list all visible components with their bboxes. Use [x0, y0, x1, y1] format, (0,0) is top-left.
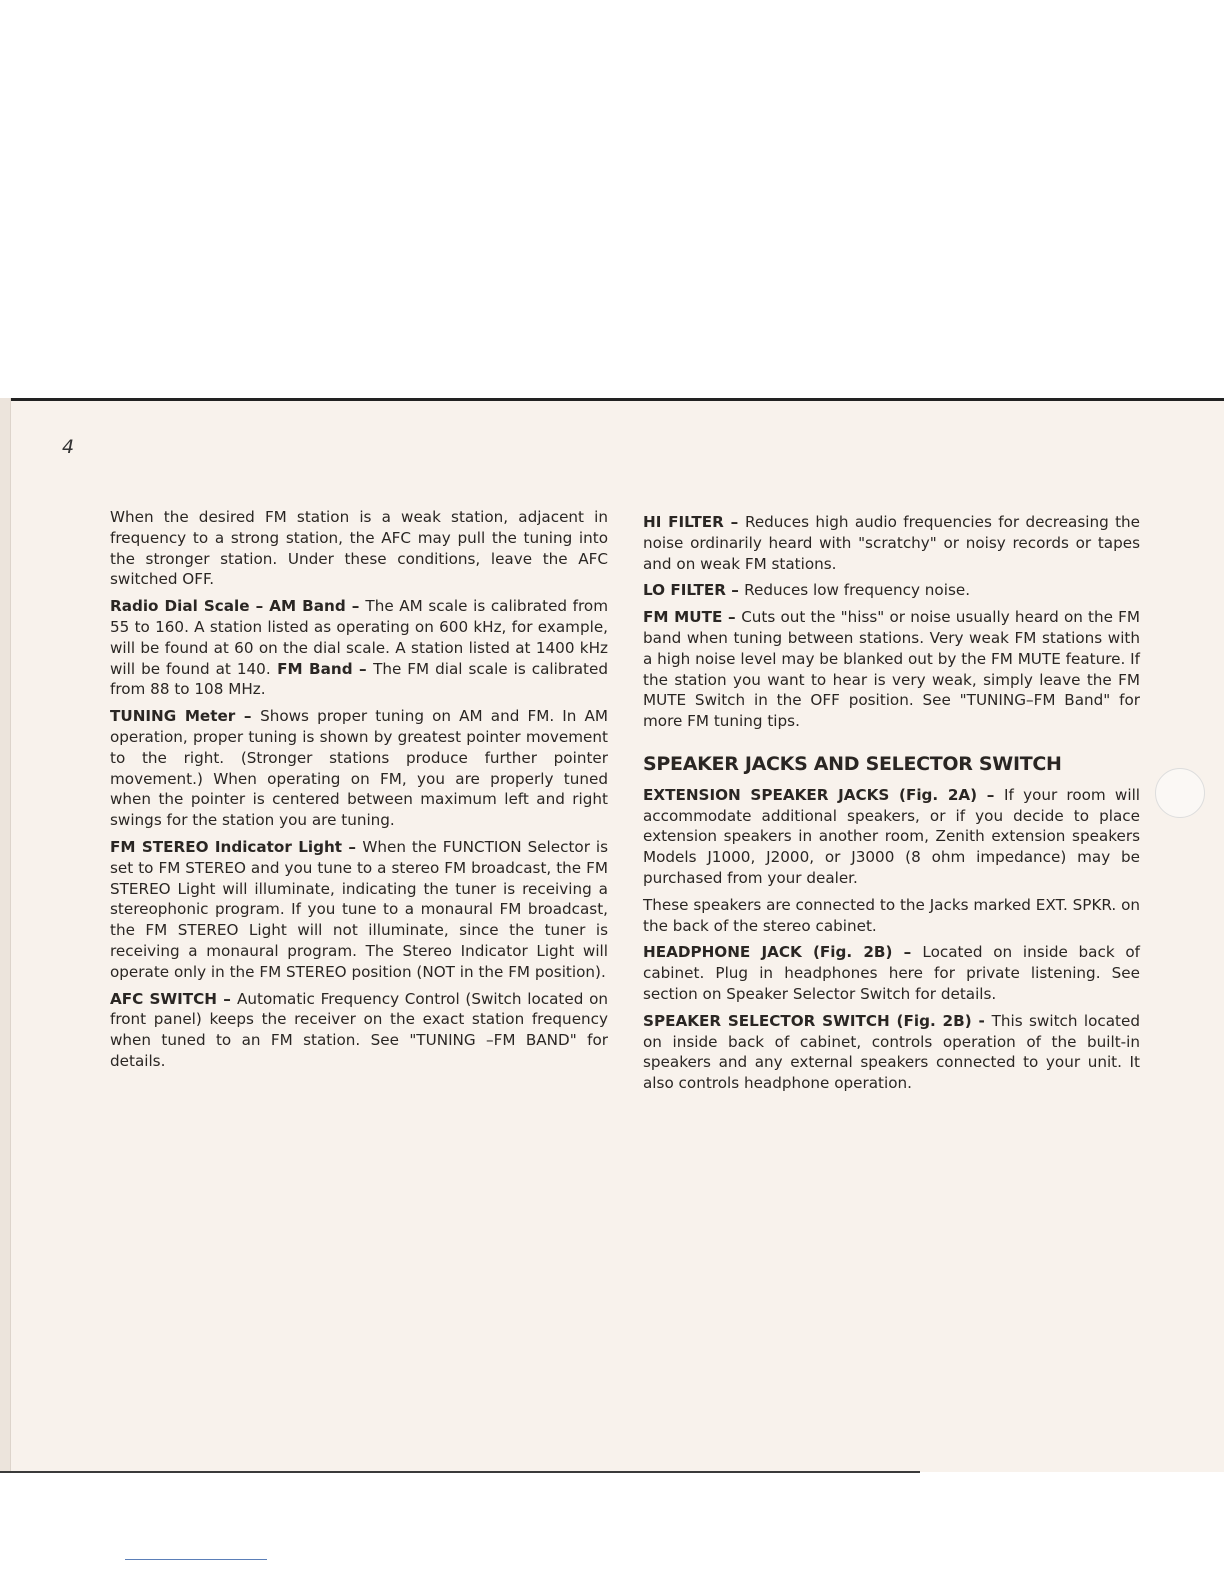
paragraph [110, 507, 608, 590]
paragraph-text: Cuts out the "hiss" or noise usually heard on the FM band when tuning between stations. Very weak FM stations with a high noise level may be blanked out by the FM MUTE feature. If the station you want to hear is very weak, simply leave the FM MUTE Switch in the OFF position. See "TUNING–FM Band" for more FM tuning tips. [643, 608, 1141, 731]
term: FM STEREO Indicator Light – [110, 837, 363, 856]
term: EXTENSION SPEAKER JACKS (Fig. 2A) – [643, 785, 1005, 804]
paragraph-text: When the desired FM station is a weak station, adjacent in frequency to a strong station, the AFC may pull the tuning into the stronger station. Under these conditions, leave the AFC switched OFF. [110, 508, 608, 589]
term: SPEAKER SELECTOR SWITCH (Fig. 2B) - [643, 1011, 992, 1030]
paragraph-text: Reduces low frequency noise. [744, 581, 971, 600]
paragraph [110, 706, 608, 831]
paragraph-text: This switch located on inside back of cabinet, controls operation of the built-in speakers and any external speakers connected to your unit. It also controls headphone operation. [643, 1011, 1140, 1093]
top-rule [0, 398, 1224, 401]
paragraph-text: If your room will accommodate additional speakers, or if you decide to place extension speakers in another room, Zenith extension speakers Models J1000, J2000, or J3000 (8 ohm impedance) may be purchased from your dealer. [643, 785, 1141, 887]
paragraph [110, 989, 608, 1072]
term: Radio Dial Scale – AM Band – [110, 597, 366, 616]
term: LO FILTER – [643, 581, 745, 600]
paragraph-text: Located on inside back of cabinet. Plug in headphones here for private listening. See section on Speaker Selector Switch for details. [643, 943, 1140, 1003]
bottom-rule [0, 1471, 920, 1473]
paragraph-text: These speakers are connected to the Jacks marked EXT. SPKR. on the back of the stereo cabinet. [643, 895, 1140, 935]
paragraph [110, 596, 608, 700]
binding-edge [0, 398, 11, 1472]
paragraph [643, 1011, 1140, 1094]
section-heading: SPEAKER JACKS AND SELECTOR SWITCH [643, 752, 1062, 775]
paragraph-text: Reduces high audio frequencies for decreasing the noise ordinarily heard with "scratchy" or noisy records or tapes and on weak FM stations. [643, 513, 1140, 573]
paragraph [110, 837, 608, 983]
paragraph [643, 895, 1140, 937]
paragraph-text: When the FUNCTION Selector is set to FM STEREO and you tune to a stereo FM broadcast, the FM STEREO Light will illuminate, indicating the tuner is receiving a stereophonic program. If you tune to a monaural FM broadcast, the FM STEREO Light will not illuminate, since the tuner is receiving a monaural program. The Stereo Indicator Light will operate only in the FM STEREO position (NOT in the FM position). [110, 837, 608, 981]
page-number: 4 [62, 436, 75, 458]
paragraph [643, 607, 1140, 732]
paragraph-text: The AM scale is calibrated from 55 to 160. A station listed as operating on 600 kHz, for example, will be found at 60 on the dial scale. A station listed at 1400 kHz will be found at 140. [110, 597, 609, 678]
paragraph [643, 785, 1140, 889]
paragraph [643, 512, 1140, 574]
paragraph [643, 942, 1140, 1004]
term: HEADPHONE JACK (Fig. 2B) – [643, 943, 923, 962]
term: HI FILTER – [643, 513, 745, 531]
paragraph-text: Automatic Frequency Control (Switch located on front panel) keeps the receiver on the exact station frequency when tuned to an FM station. See "TUNING –FM BAND" for details. [110, 989, 609, 1070]
term: TUNING Meter – [110, 707, 261, 726]
punch-hole [1155, 768, 1205, 818]
underline-mark [125, 1559, 267, 1560]
term: FM MUTE – [643, 608, 742, 627]
paragraph-text: Shows proper tuning on AM and FM. In AM operation, proper tuning is shown by greatest pointer movement to the right. (Stronger stations produce further pointer movement.) When operating on FM, you are properly tuned when the pointer is centered between maximum left and right swings for the station you are tuning. [110, 707, 608, 830]
term: AFC SWITCH – [110, 989, 237, 1008]
left-column [110, 507, 608, 1078]
right-column [643, 512, 1140, 1100]
paragraph [643, 580, 1140, 601]
term: FM Band – [270, 659, 374, 678]
paragraph-text: The FM dial scale is calibrated from 88 to 108 MHz. [110, 659, 608, 699]
